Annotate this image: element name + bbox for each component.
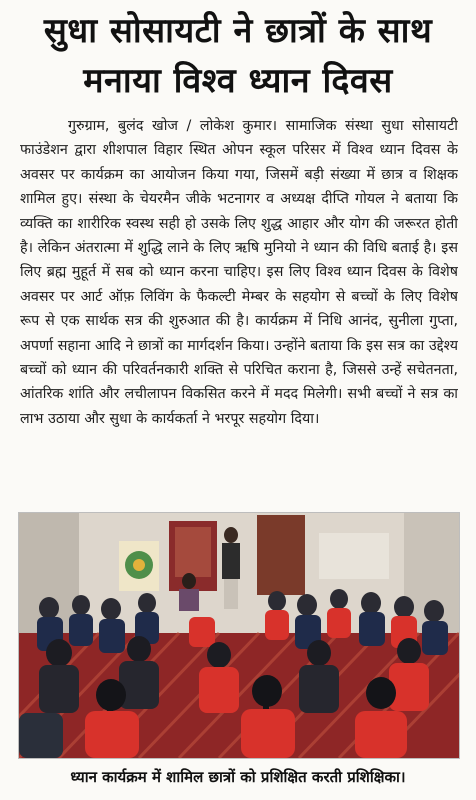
meditation-photo bbox=[18, 512, 460, 759]
photo-caption: ध्यान कार्यक्रम में शामिल छात्रों को प्रशिक्षित करती प्रशिक्षिका। bbox=[70, 768, 406, 786]
headline-line-1: सुधा सोसायटी ने छात्रों के साथ bbox=[43, 11, 433, 51]
meditation-photo-illustration bbox=[19, 513, 459, 758]
headline bbox=[6, 4, 470, 108]
headline-line-2: मनाया विश्व ध्यान दिवस bbox=[83, 61, 393, 101]
article-body: गुरुग्राम, बुलंद खोज / लोकेश कुमार। सामाजिक संस्था सुधा सोसायटी फाउंडेशन द्वारा शीशपाल विहार स्थित ओपन स्कूल परिसर में विश्व ध्यान दिवस के अवसर पर कार्यक्रम का आयोजन किया गया, जिसमें बड़ी संख्या में छात्र व शिक्षक शामिल हुए। संस्था के चेयरमैन जीके भटनागर व अध्यक्ष दीप्ति गोयल ने बताया कि व्यक्ति का शारीरिक स्वस्थ सही हो उसके लिए शुद्ध आहार और योग की जरूरत होती है। लेकिन अंतरात्मा में शुद्धि लाने के लिए ऋषि मुनियो ने ध्यान की विधि बताई है। इस लिए ब्रह्म मुहूर्त में सब को ध्यान करना चाहिए। इस लिए विश्व ध्यान दिवस के विशेष अवसर पर आर्ट ऑफ़ लिविंग के फैकल्टी मेम्बर के सहयोग से बच्चों के लिए विशेष रूप से एक सार्थक सत्र की शुरुआत की है। कार्यक्रम में निधि आनंद, सुनीला गुप्ता, अपर्णा सहाना आदि ने छात्रों का मार्गदर्शन किया। उन्होंने बताया कि इस सत्र का उद्देश्य बच्चों को ध्यान की परिवर्तनकारी शक्ति से परिचित कराना है, जिससे उन्हें सचेतनता, आंतरिक शांति और लचीलापन विकसित करने में मदद मिलेगी। सभी बच्चों ने सत्र का लाभ उठाया और सुधा के कार्यकर्ता ने भरपूर सहयोग दिया। bbox=[20, 118, 458, 427]
